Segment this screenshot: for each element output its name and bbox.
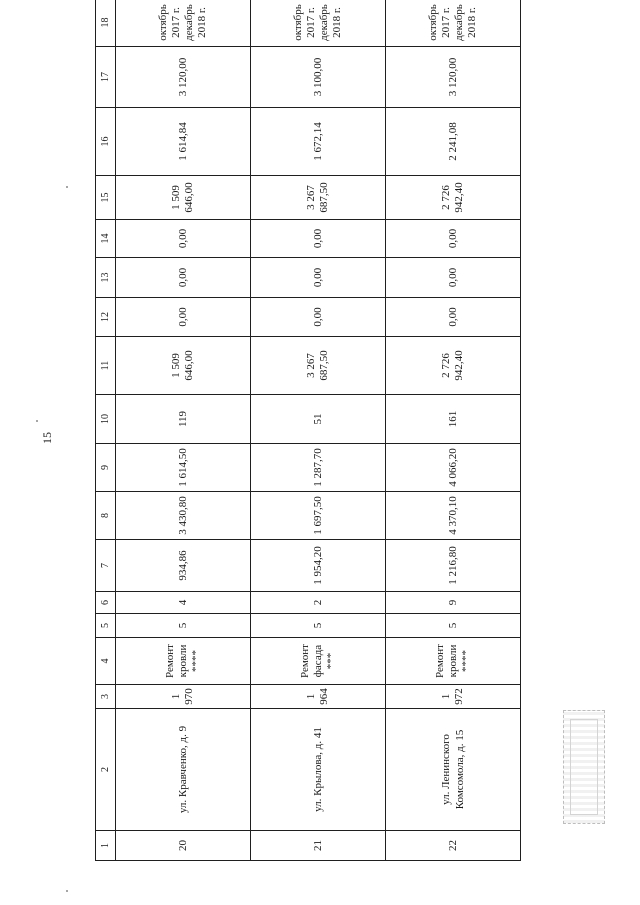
col-15-value: 1 509 646,00 — [116, 176, 251, 220]
table-row — [386, 0, 521, 861]
col-12-value: 0,00 — [116, 298, 251, 337]
col-13-value: 0,00 — [386, 258, 521, 298]
work-period — [251, 0, 386, 47]
address — [116, 709, 251, 831]
column-number: 5 — [96, 614, 116, 638]
col-13-value: 0,00 — [116, 258, 251, 298]
column-number-row — [96, 0, 116, 861]
page-number: 15 — [40, 432, 54, 444]
col-14-value: 0,00 — [251, 220, 386, 258]
work-period-line: октябрь 2017 г. — [427, 4, 452, 41]
column-number: 1 — [96, 831, 116, 861]
column-number: 12 — [96, 298, 116, 337]
col-12-value: 0,00 — [386, 298, 521, 337]
col-9-value: 1 287,70 — [251, 444, 386, 492]
col-15-value: 3 267 687,50 — [251, 176, 386, 220]
col-10-value: 161 — [386, 395, 521, 444]
column-number: 10 — [96, 395, 116, 444]
column-number: 8 — [96, 492, 116, 540]
row-number: 20 — [116, 831, 251, 861]
column-number: 15 — [96, 176, 116, 220]
column-number: 7 — [96, 540, 116, 592]
work-type: Ремонт кровли **** — [116, 638, 251, 685]
column-number: 11 — [96, 337, 116, 395]
col-10-value: 51 — [251, 395, 386, 444]
scan-speck — [66, 186, 68, 188]
col-13-value: 0,00 — [251, 258, 386, 298]
work-period-line: декабрь 2018 г. — [318, 4, 343, 41]
work-period-line: октябрь 2017 г. — [157, 4, 182, 41]
col-15-value: 2 726 942,40 — [386, 176, 521, 220]
work-period-line: декабрь 2018 г. — [183, 4, 208, 41]
column-number: 13 — [96, 258, 116, 298]
column-number: 16 — [96, 108, 116, 176]
column-number: 4 — [96, 638, 116, 685]
table-row — [251, 0, 386, 861]
col-6-value: 9 — [386, 592, 521, 614]
col-11-value: 1 509 646,00 — [116, 337, 251, 395]
address-line: ул. Крылова, д. 41 — [312, 727, 324, 812]
construction-year: 1 970 — [116, 685, 251, 709]
address-line: Комсомола, д. 15 — [454, 729, 466, 810]
registry-table — [95, 0, 521, 861]
table-row — [116, 0, 251, 861]
col-17-value: 3 120,00 — [386, 47, 521, 108]
column-number: 17 — [96, 47, 116, 108]
row-number: 21 — [251, 831, 386, 861]
construction-year: 1 972 — [386, 685, 521, 709]
work-period — [116, 0, 251, 47]
col-9-value: 1 614,50 — [116, 444, 251, 492]
work-type: Ремонт фасада *** — [251, 638, 386, 685]
col-14-value: 0,00 — [386, 220, 521, 258]
col-7-value: 1 216,80 — [386, 540, 521, 592]
scan-speck — [36, 420, 38, 422]
address-line: ул. Ленинского — [440, 734, 452, 805]
column-number: 18 — [96, 0, 116, 47]
column-number: 3 — [96, 685, 116, 709]
column-number: 9 — [96, 444, 116, 492]
registry-table-wrapper — [95, 4, 521, 861]
address — [386, 709, 521, 831]
col-16-value: 1 614,84 — [116, 108, 251, 176]
column-number: 2 — [96, 709, 116, 831]
col-11-value: 3 267 687,50 — [251, 337, 386, 395]
work-period-line: октябрь 2017 г. — [292, 4, 317, 41]
col-7-value: 1 954,20 — [251, 540, 386, 592]
work-period — [386, 0, 521, 47]
address-line: ул. Кравченко, д. 9 — [177, 725, 189, 814]
col-6-value: 4 — [116, 592, 251, 614]
work-type: Ремонт кровли **** — [386, 638, 521, 685]
col-8-value: 3 430,80 — [116, 492, 251, 540]
col-12-value: 0,00 — [251, 298, 386, 337]
address — [251, 709, 386, 831]
col-17-value: 3 100,00 — [251, 47, 386, 108]
column-number: 6 — [96, 592, 116, 614]
column-number: 14 — [96, 220, 116, 258]
col-5-value: 5 — [251, 614, 386, 638]
work-period-line: декабрь 2018 г. — [453, 4, 478, 41]
scan-speck — [66, 890, 68, 892]
col-17-value: 3 120,00 — [116, 47, 251, 108]
construction-year: 1 964 — [251, 685, 386, 709]
col-16-value: 1 672,14 — [251, 108, 386, 176]
col-8-value: 1 697,50 — [251, 492, 386, 540]
col-8-value: 4 370,10 — [386, 492, 521, 540]
stamp-mark — [563, 710, 605, 824]
col-9-value: 4 066,20 — [386, 444, 521, 492]
col-5-value: 5 — [386, 614, 521, 638]
col-11-value: 2 726 942,40 — [386, 337, 521, 395]
col-16-value: 2 241,08 — [386, 108, 521, 176]
col-14-value: 0,00 — [116, 220, 251, 258]
row-number: 22 — [386, 831, 521, 861]
col-6-value: 2 — [251, 592, 386, 614]
col-10-value: 119 — [116, 395, 251, 444]
col-7-value: 934,86 — [116, 540, 251, 592]
col-5-value: 5 — [116, 614, 251, 638]
